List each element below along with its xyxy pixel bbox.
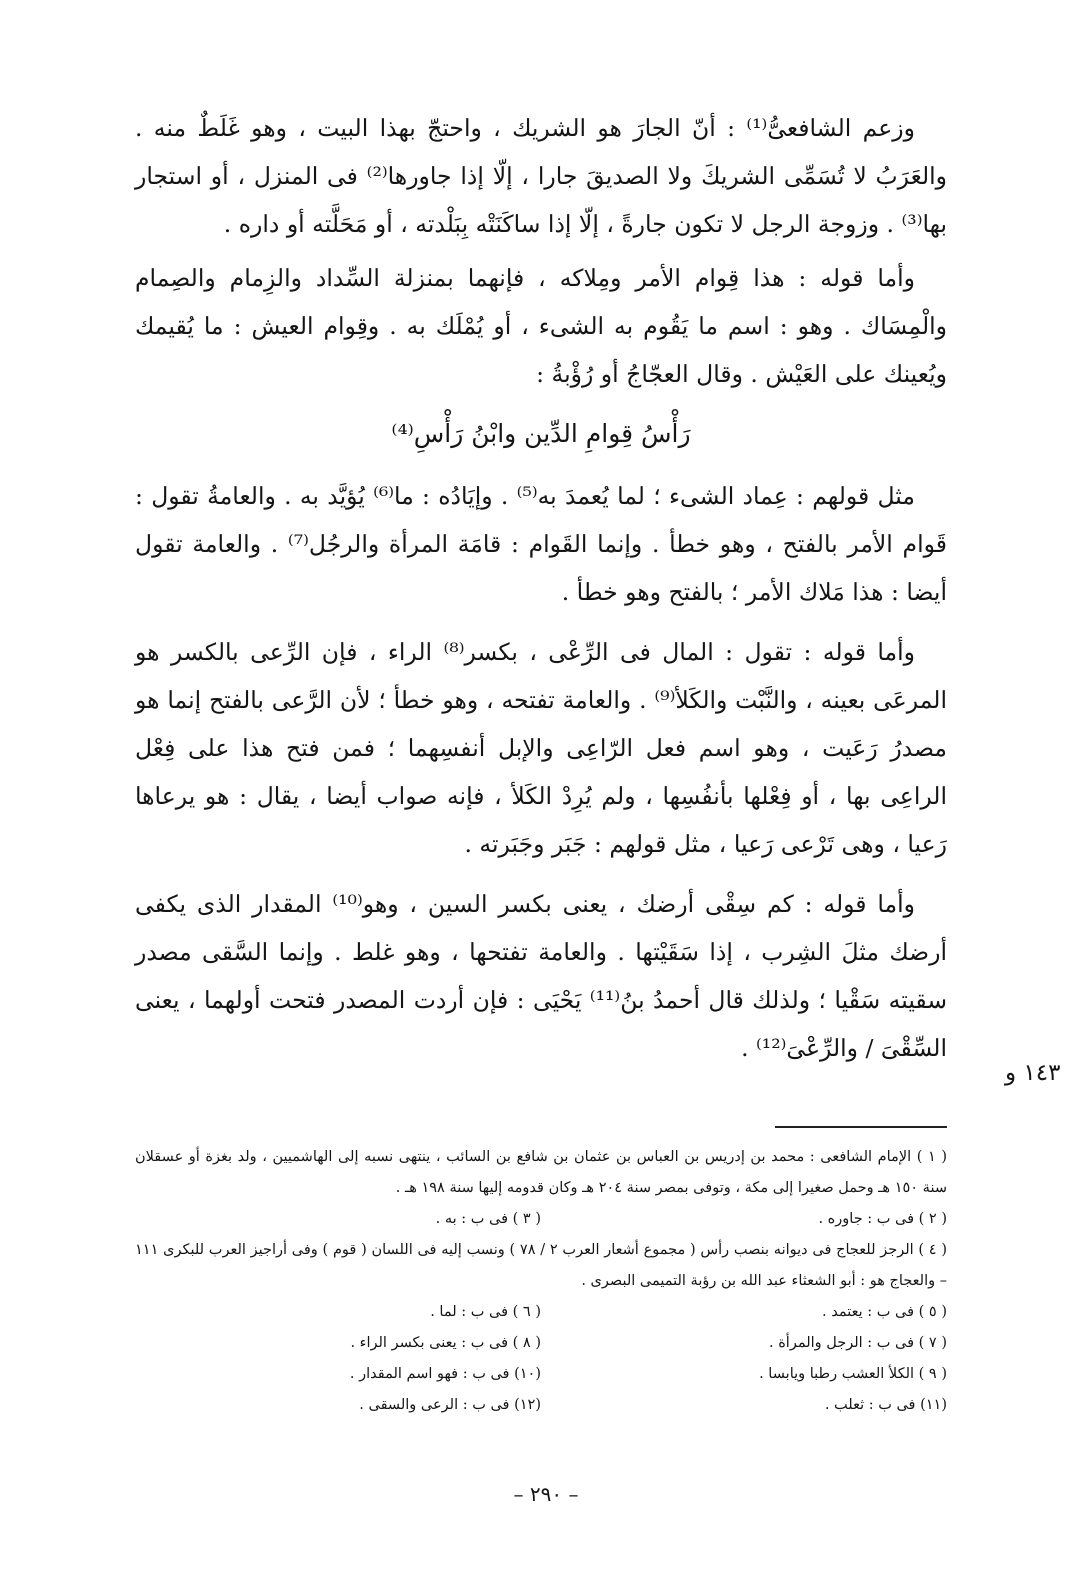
- footnote-7: ( ٧ ) فى ب : الرجل والمرأة .: [768, 1335, 947, 1351]
- footnote-row: [135, 1297, 947, 1328]
- footnote-row: [135, 1204, 947, 1235]
- paragraph-4: وأما قوله : تقول : المال فى الرِّعْى ، بكسر⁽⁸⁾ الراء ، فإن الرِّعى بالكسر هو المرعَى بعينه ، والنَّبْت والكَلأ⁽⁹⁾ . والعامة تفتحه ، وهو خطأ ؛ لأن الرَّعى بالفتح إنما هو مصدرُ رَعَيت ، وهو اسم فعل الرّاعِى والإبل أنفسِهما ؛ فمن فتح هذا على فِعْل الراعِى بها ، أو فِعْلها بأنفُسِها ، ولم يُرِدْ الكَلأ ، فإنه صواب أيضا ، يقال : هو يرعاها رَعيا ، وهى تَرْعى رَعيا ، مثل قولهم : جَبَر وجَبَرته .: [135, 638, 947, 858]
- paragraph-5: وأما قوله : كم سِقْى أرضك ، يعنى بكسر السين ، وهو⁽¹⁰⁾ المقدار الذى يكفى أرضك مثلَ الشِرب ، إذا سَقَيْتها . والعامة تفتحها ، وهو غلط . وإنما السَّقى مصدر سقيته سَقْيا ؛ ولذلك قال أحمدُ بنُ⁽¹¹⁾ يَحْيَى : فإن أردت المصدر فتحت أولهما ، يعنى السِّقْىَ / والرِّعْىَ⁽¹²⁾ .: [135, 890, 948, 1062]
- verse-line: رَأْسُ قِوامِ الدِّين وابْنُ رَأْسِ⁽⁴⁾: [391, 419, 691, 448]
- page-number: – ٢٩٠ –: [513, 1482, 579, 1506]
- footnote-4: ( ٤ ) الرجز للعجاج فى ديوانه بنصب رأس ( مجموع أشعار العرب ٢ / ٧٨ ) ونسب إليه فى اللسان ( قوم ) وفى أراجيز العرب للبكرى ١١١ – والعجاج هو : أبو الشعثاء عبد الله بن رؤبة التميمى البصرى .: [135, 1242, 947, 1289]
- footnote-5: ( ٥ ) فى ب : يعتمد .: [822, 1304, 947, 1320]
- footnote-row: [135, 1390, 947, 1421]
- footnote-row: [135, 1359, 947, 1390]
- footnote-11: (١١) فى ب : ثعلب .: [824, 1397, 947, 1413]
- footnote-3: ( ٣ ) فى ب : به .: [435, 1211, 541, 1227]
- footnote-divider: [775, 1126, 947, 1128]
- footnote-6: ( ٦ ) فى ب : لما .: [430, 1304, 541, 1320]
- main-text: [135, 104, 947, 1084]
- footnote-1: ( ١ ) الإمام الشافعى : محمد بن إدريس بن العباس بن عثمان بن شافع بن السائب ، ينتهى نسبه إلى الهاشميين ، ولد بغزة أو عسقلان سنة ١٥٠ هـ وحمل صغيرا إلى مكة ، وتوفى بمصر سنة ٢٠٤ هـ وكان قدومه إليها سنة ١٩٨ هـ .: [135, 1149, 947, 1196]
- paragraph-3: مثل قولهم : عِماد الشىء ؛ لما يُعمدَ به⁽⁵⁾ . وإيَادُه : ما⁽⁶⁾ يُؤيَّد به . والعامةُ تقول : قَوام الأمر بالفتح ، وهو خطأ . وإنما القَوام : قامَة المرأة والرجُل⁽⁷⁾ . والعامة تقول أيضا : هذا مَلاك الأمر ؛ بالفتح وهو خطأ .: [135, 482, 947, 606]
- paragraph-2: وأما قوله : هذا قِوام الأمر ومِلاكه ، فإنهما بمنزلة السِّداد والزِمام والصِمام والْمِسَاك . وهو : اسم ما يَقُوم به الشىء ، أو يُمْلَك به . وقِوام العيش : ما يُقيمك ويُعينك على العَيْش . وقال العجّاجُ أو رُؤْبةُ :: [135, 264, 947, 388]
- footnote-12: (١٢) فى ب : الرعى والسقى .: [359, 1397, 541, 1413]
- footnote-9: ( ٩ ) الكلأ العشب رطبا ويابسا .: [759, 1366, 947, 1382]
- footnote-10: (١٠) فى ب : فهو اسم المقدار .: [349, 1366, 541, 1382]
- footnote-2: ( ٢ ) فى ب : جاوره .: [818, 1211, 947, 1227]
- paragraph-1: وزعم الشافعىُّ⁽¹⁾ : أنّ الجارَ هو الشريك ، واحتجّ بهذا البيت ، وهو غَلَطٌ منه . والعَرَبُ لا تُسَمِّى الشريكَ ولا الصديقَ جارا ، إلّا إذا جاورها⁽²⁾ فى المنزل ، أو استجار بها⁽³⁾ . وزوجة الرجل لا تكون جارةً ، إلّا إذا ساكَنَتْه بِبَلْدته ، أو مَحَلَّته أو داره .: [135, 114, 947, 238]
- footnotes: [135, 1142, 947, 1421]
- footnote-row: [135, 1328, 947, 1359]
- manuscript-folio-note: ١٤٣ و: [1005, 1060, 1061, 1086]
- footnote-8: ( ٨ ) فى ب : يعنى بكسر الراء .: [350, 1335, 541, 1351]
